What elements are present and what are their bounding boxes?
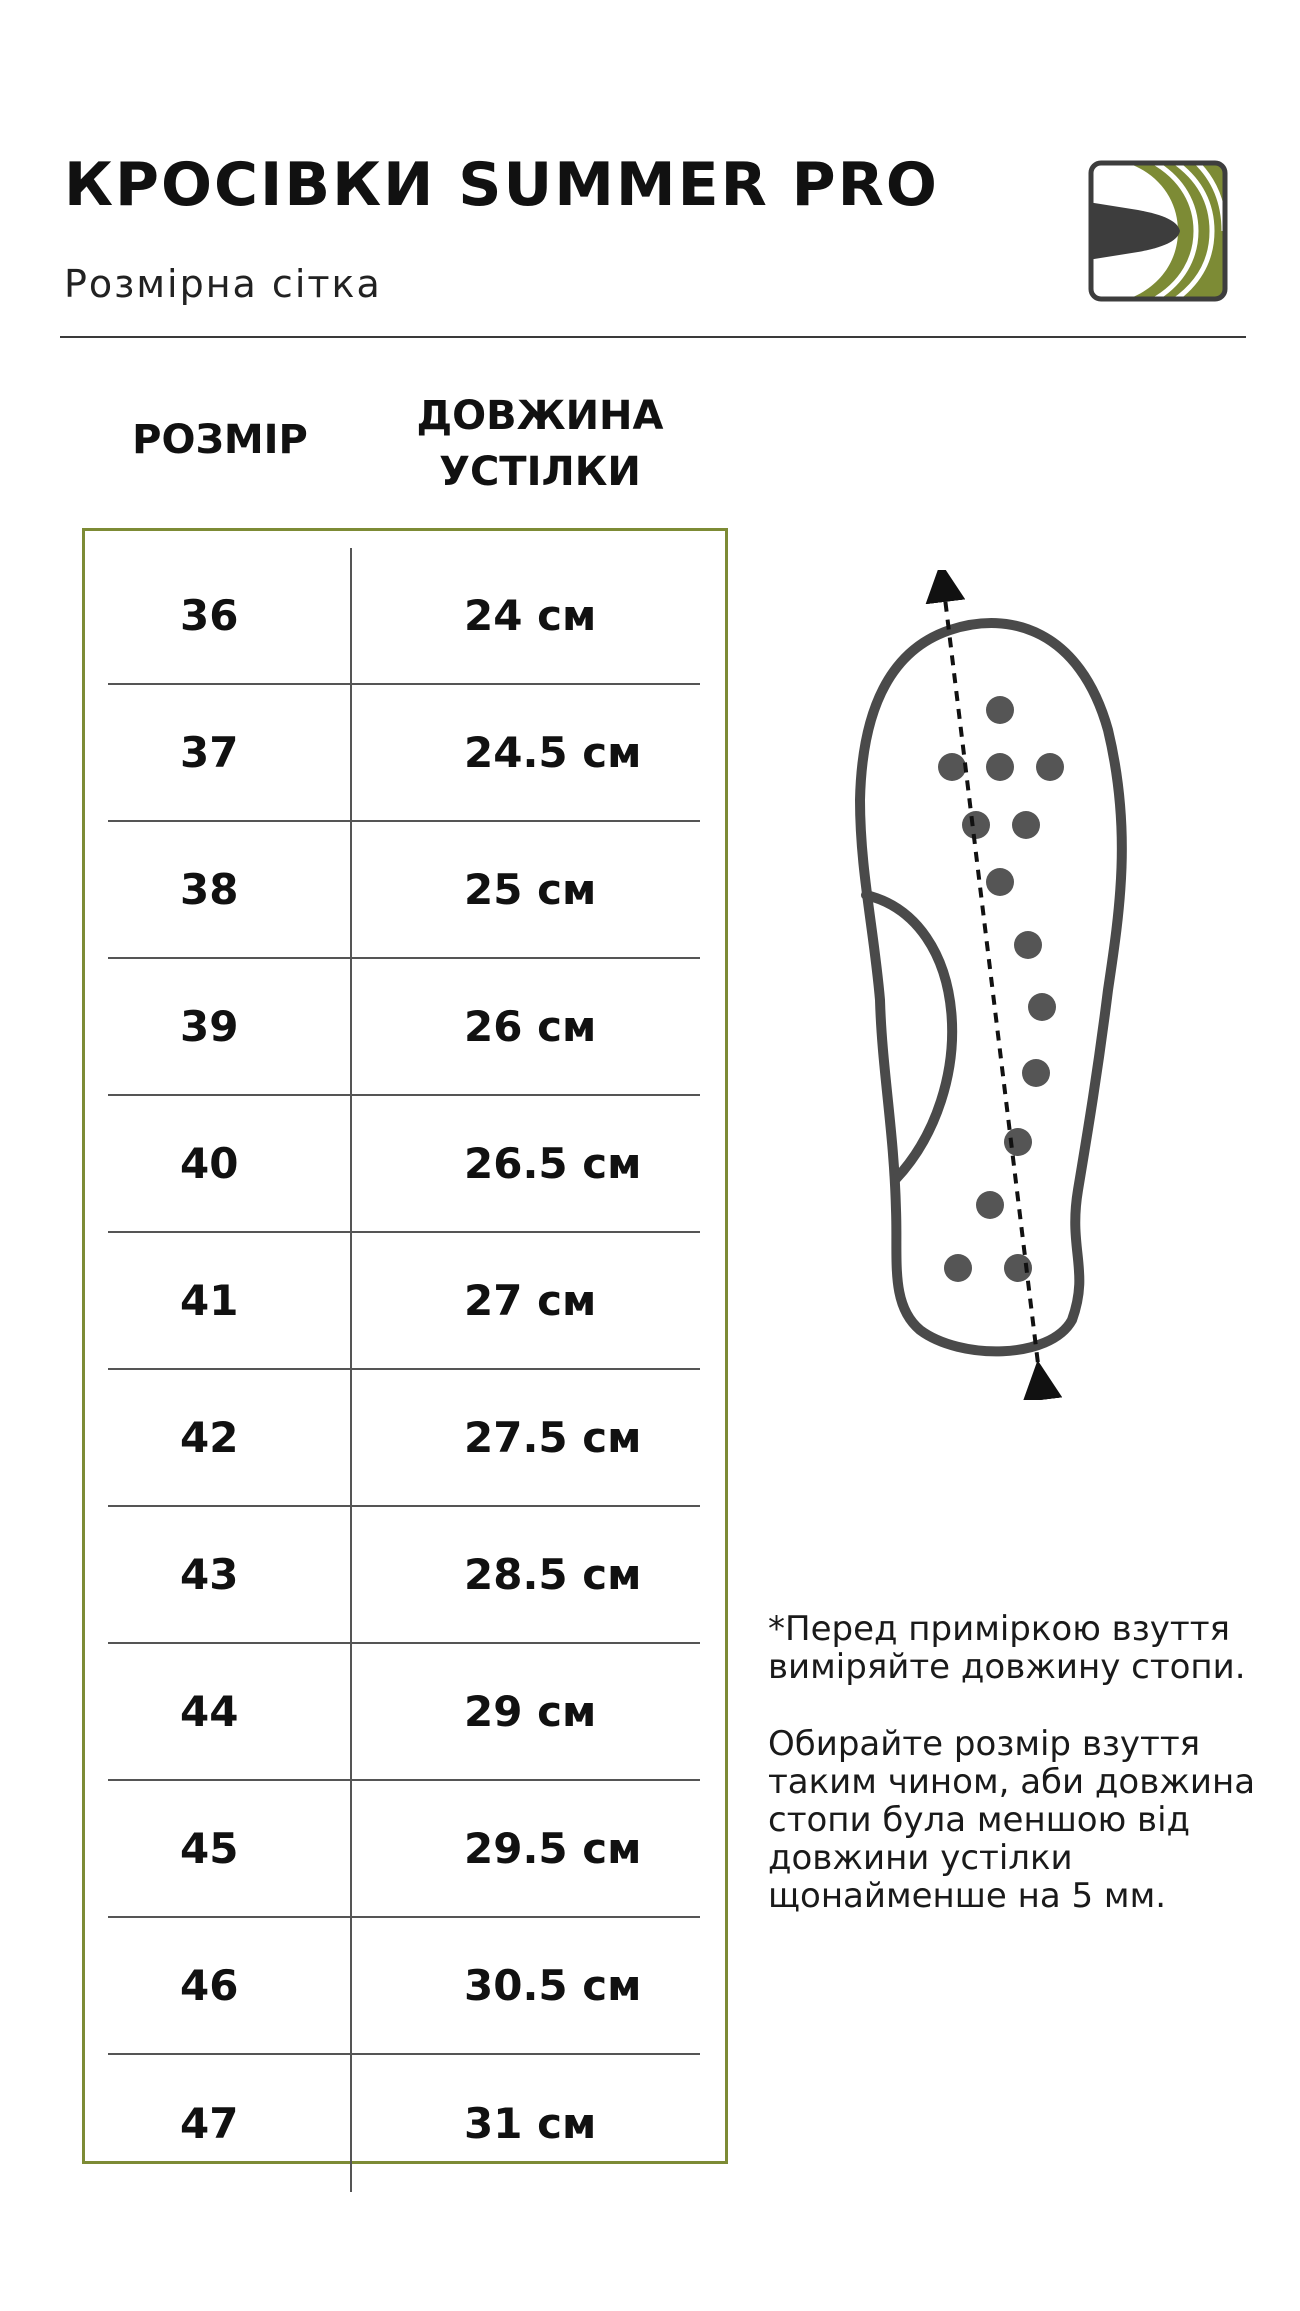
- size-cell: 44: [108, 1644, 352, 1779]
- length-cell: 31 см: [464, 2099, 597, 2148]
- table-row: [108, 1233, 700, 1370]
- table-row: [108, 2055, 700, 2192]
- table-row: [108, 1096, 700, 1233]
- size-table: [108, 548, 700, 2192]
- size-choice-note: Обирайте розмір взуття таким чином, аби довжина стопи була меншою від довжини устілки щонайменше на 5 мм.: [768, 1724, 1256, 1916]
- table-row: [108, 1370, 700, 1507]
- length-cell: 26 см: [464, 1002, 597, 1051]
- size-cell: 40: [108, 1096, 352, 1231]
- length-cell: 24 см: [464, 591, 597, 640]
- length-cell: 28.5 см: [464, 1550, 642, 1599]
- length-cell: 30.5 см: [464, 1961, 642, 2010]
- size-cell: 41: [108, 1233, 352, 1368]
- table-row: [108, 685, 700, 822]
- table-row: [108, 1781, 700, 1918]
- page-subtitle: Розмірна сітка: [64, 262, 382, 306]
- brand-logo: [1088, 160, 1228, 302]
- size-cell: 38: [108, 822, 352, 957]
- header-divider: [60, 336, 1246, 338]
- insole-measure-icon: [840, 570, 1160, 1400]
- insole-dots: [938, 696, 1064, 1282]
- size-cell: 37: [108, 685, 352, 820]
- insole-outline: [860, 623, 1122, 1351]
- length-cell: 29.5 см: [464, 1824, 642, 1873]
- length-cell: 27.5 см: [464, 1413, 642, 1462]
- length-cell: 26.5 см: [464, 1139, 642, 1188]
- table-row: [108, 1918, 700, 2055]
- length-cell: 25 см: [464, 865, 597, 914]
- length-cell: 29 см: [464, 1687, 597, 1736]
- table-row: [108, 959, 700, 1096]
- length-cell: 27 см: [464, 1276, 597, 1325]
- table-row: [108, 548, 700, 685]
- column-header-size: РОЗМІР: [132, 417, 308, 463]
- measure-note: *Перед приміркою взуття виміряйте довжину стопи.: [768, 1609, 1246, 1687]
- size-cell: 39: [108, 959, 352, 1094]
- page-title: КРОСІВКИ SUMMER PRO: [64, 150, 939, 220]
- size-cell: 46: [108, 1918, 352, 2053]
- size-cell: 43: [108, 1507, 352, 1642]
- length-cell: 24.5 см: [464, 728, 642, 777]
- table-row: [108, 1644, 700, 1781]
- size-cell: 47: [108, 2055, 352, 2192]
- size-cell: 45: [108, 1781, 352, 1916]
- table-row: [108, 1507, 700, 1644]
- table-row: [108, 822, 700, 959]
- column-header-length: ДОВЖИНА УСТІЛКИ: [416, 393, 664, 495]
- size-cell: 42: [108, 1370, 352, 1505]
- size-cell: 36: [108, 548, 352, 683]
